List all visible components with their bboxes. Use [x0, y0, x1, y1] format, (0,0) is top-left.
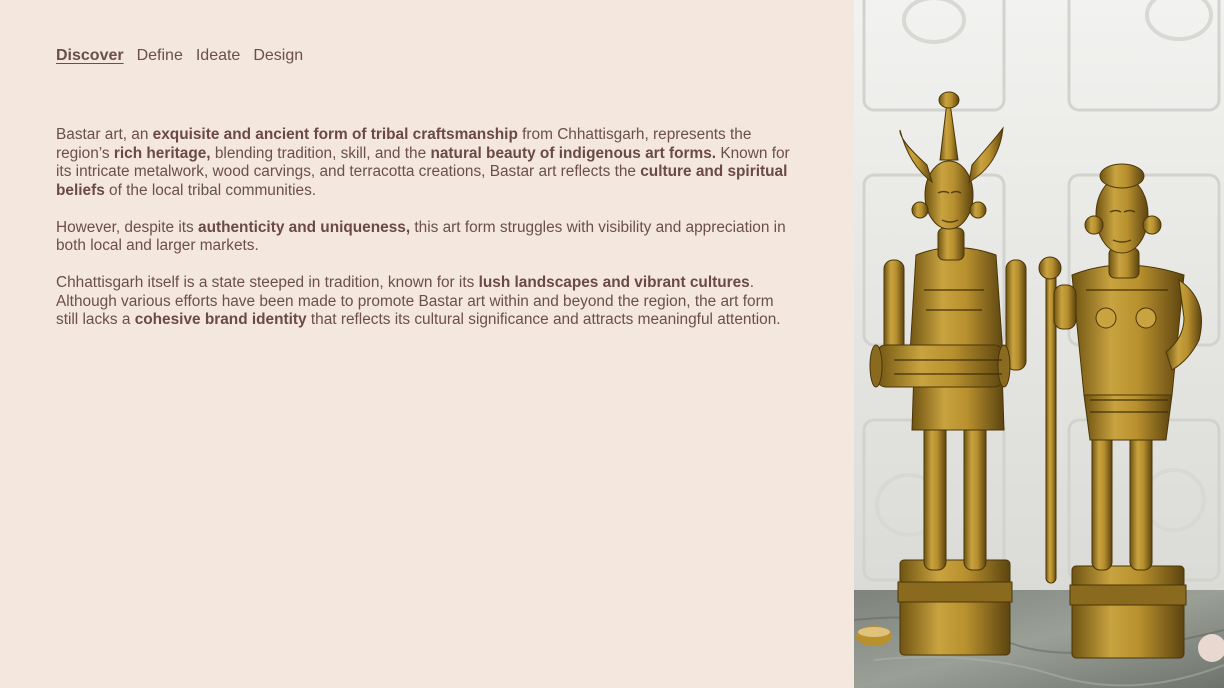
- text-run: this art form struggles with visibility and appreciation in both local and larger markets.: [56, 218, 786, 254]
- process-tabs: [56, 46, 303, 66]
- text-run: Bastar art, an: [56, 126, 153, 143]
- text-run: that reflects its cultural significance and attracts meaningful attention.: [306, 311, 781, 328]
- figurines-illustration: [854, 0, 1224, 688]
- emphasis-run: culture and spiritual beliefs: [56, 163, 788, 199]
- tab-discover[interactable]: Discover: [56, 47, 124, 64]
- emphasis-run: lush landscapes and vibrant cultures: [478, 274, 750, 291]
- emphasis-run: cohesive brand identity: [134, 311, 307, 328]
- text-run: of the local tribal communities.: [104, 181, 317, 199]
- paragraph-context: [56, 274, 796, 330]
- text-run: . Although various efforts have been made to promote Bastar art within and beyond the region, the art form still lacks a: [56, 274, 774, 328]
- emphasis-run: authenticity and uniqueness,: [198, 218, 411, 236]
- text-run: blending tradition, skill, and the: [210, 144, 431, 162]
- tab-design[interactable]: Design: [253, 47, 304, 64]
- emphasis-run: natural beauty of indigenous art forms.: [430, 144, 717, 162]
- tab-define[interactable]: Define: [136, 47, 183, 64]
- emphasis-run: rich heritage,: [113, 144, 211, 162]
- text-run: However, despite its: [56, 218, 199, 236]
- bastar-figurines-image: [854, 0, 1224, 688]
- paragraph-problem: [56, 219, 796, 256]
- text-run: Known for its intricate metalwork, wood carvings, and terracotta creations, Bastar art reflects the: [56, 144, 790, 180]
- text-run: Chhattisgarh itself is a state steeped in tradition, known for its: [56, 274, 479, 291]
- paragraph-intro: [56, 126, 796, 200]
- emphasis-run: exquisite and ancient form of tribal craftsmanship: [152, 126, 518, 143]
- tab-ideate[interactable]: Ideate: [195, 47, 241, 64]
- text-run: from Chhattisgarh, represents the region’s: [56, 126, 752, 162]
- body-text: [56, 126, 796, 348]
